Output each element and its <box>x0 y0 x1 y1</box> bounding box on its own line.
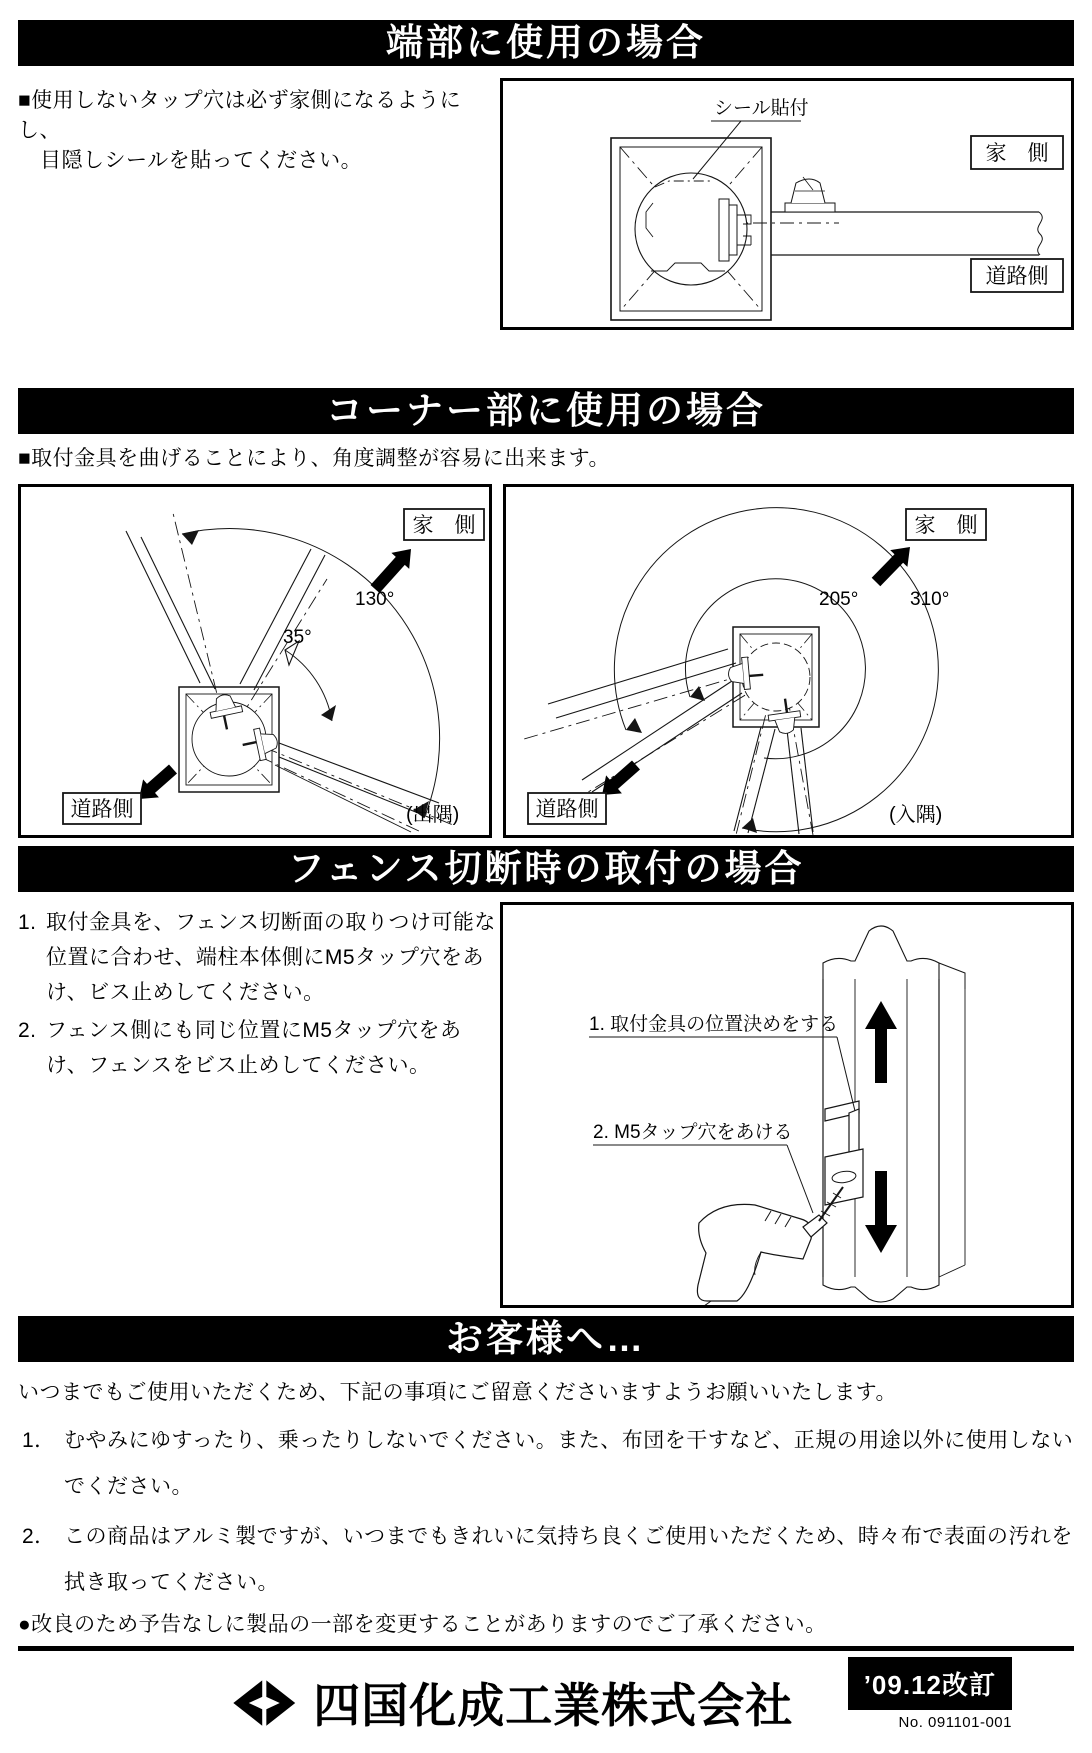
post-cross-section <box>611 138 771 320</box>
section-title-customer: お客様へ… <box>446 1318 646 1359</box>
section-title-corner-use: コーナー部に使用の場合 <box>326 390 766 431</box>
step-text: フェンス側にも同じ位置にM5タップ穴をあけ、フェンスをビス止めしてください。 <box>46 1019 462 1077</box>
slide-up-arrow-icon <box>865 1001 897 1083</box>
house-side-label <box>906 509 986 540</box>
road-side-label <box>971 259 1063 292</box>
slide-down-arrow-icon <box>865 1171 897 1253</box>
cut-fence-steps <box>18 902 496 1083</box>
customer-item-text: この商品はアルミ製ですが、いつまでもきれいに気持ち良くご使用いただくため、時々布で表面の汚れを拭き取ってください。 <box>64 1525 1073 1594</box>
callout-1 <box>589 1037 855 1111</box>
customer-item-number: 1． <box>22 1429 56 1452</box>
road-side-label <box>528 793 606 824</box>
angle-label-35: 35° <box>283 627 312 648</box>
customer-item-number: 2． <box>22 1525 56 1548</box>
customer-item <box>18 1418 1074 1510</box>
corner-type-caption: (入隅) <box>889 804 943 826</box>
road-direction-arrow-icon <box>139 765 177 800</box>
house-side-label <box>404 509 484 540</box>
customer-item <box>18 1514 1074 1606</box>
section-title-cut-fence: フェンス切断時の取付の場合 <box>287 848 805 889</box>
corner-type-caption: (出隅) <box>406 804 460 826</box>
svg-text:道路側: 道路側 <box>535 798 599 821</box>
seal-label: シール貼付 <box>714 98 809 119</box>
step-item <box>18 1013 496 1083</box>
footer-divider <box>18 1646 1074 1651</box>
end-post-diagram <box>503 81 1071 327</box>
svg-text:家 側: 家 側 <box>914 514 978 537</box>
road-direction-arrow-icon <box>602 761 640 796</box>
svg-text:道路側: 道路側 <box>70 798 134 821</box>
svg-text:家 側: 家 側 <box>985 142 1049 165</box>
callout-2 <box>593 1145 813 1213</box>
house-side-label <box>971 136 1063 169</box>
step-number: 2. <box>18 1019 37 1042</box>
house-direction-arrow-icon <box>872 547 910 586</box>
slotted-plate <box>825 1149 863 1205</box>
company-branding <box>231 1669 793 1736</box>
customer-item-text: むやみにゆすったり、乗ったりしないでください。また、布団を干すなど、正規の用途以外に使用しないでください。 <box>64 1429 1074 1498</box>
callout-1-label: 1. 取付金具の位置決めをする <box>589 1014 839 1035</box>
document-number: No. 091101-001 <box>898 1714 1012 1731</box>
customer-intro: いつまでもご使用いただくため、下記の事項にご留意くださいますようお願いいたします。 <box>18 1381 897 1404</box>
change-notice: ●改良のため予告なしに製品の一部を変更することがありますのでご了承ください。 <box>18 1613 827 1636</box>
drill-diagram-panel <box>500 902 1074 1308</box>
angle-label-310: 310° <box>910 589 950 610</box>
drill <box>697 1187 843 1305</box>
revision-block <box>848 1657 1012 1731</box>
mounting-bracket <box>825 1101 859 1157</box>
section-header-corner-use <box>18 388 1074 434</box>
section-header-customer <box>18 1316 1074 1362</box>
section-title-end-use: 端部に使用の場合 <box>386 22 706 63</box>
end-post-diagram-panel <box>500 78 1074 330</box>
inside-corner-diagram <box>506 487 1071 835</box>
fence-rail <box>771 212 1042 255</box>
footer <box>18 1657 1074 1753</box>
house-direction-arrow-icon <box>371 549 412 593</box>
step-item <box>18 905 496 1010</box>
step-text: 取付金具を、フェンス切断面の取りつけ可能な位置に合わせ、端柱本体側にM5タップ穴をあけ、ビス止めしてください。 <box>46 911 496 1004</box>
outside-corner-diagram <box>21 487 489 835</box>
outside-corner-diagram-panel <box>18 484 492 838</box>
drill-diagram <box>503 905 1071 1305</box>
angle-arc-35 <box>285 641 336 721</box>
end-use-note-line2: 目隠しシールを貼ってください。 <box>40 149 363 172</box>
revision-badge: ’09.12改訂 <box>848 1657 1012 1710</box>
section-header-end-use <box>18 20 1074 66</box>
road-side-label <box>63 793 141 824</box>
svg-text:家 側: 家 側 <box>412 514 476 537</box>
step-number: 1. <box>18 911 37 934</box>
seal-leader-line <box>693 121 801 179</box>
company-name: 四国化成工業株式会社 <box>313 1679 794 1732</box>
angle-label-205: 205° <box>819 589 859 610</box>
screw-icon <box>785 177 835 212</box>
end-use-note-line1: ■使用しないタップ穴は必ず家側になるようにし、 <box>18 89 462 142</box>
inside-corner-diagram-panel <box>503 484 1074 838</box>
corner-use-note: ■取付金具を曲げることにより、角度調整が容易に出来ます。 <box>18 447 611 470</box>
svg-text:道路側: 道路側 <box>985 265 1049 288</box>
section-header-cut-fence <box>18 846 1074 892</box>
end-use-note <box>18 86 498 176</box>
callout-2-label: 2. M5タップ穴をあける <box>593 1122 793 1143</box>
angle-label-130: 130° <box>355 589 395 610</box>
company-logo-icon <box>231 1677 297 1729</box>
